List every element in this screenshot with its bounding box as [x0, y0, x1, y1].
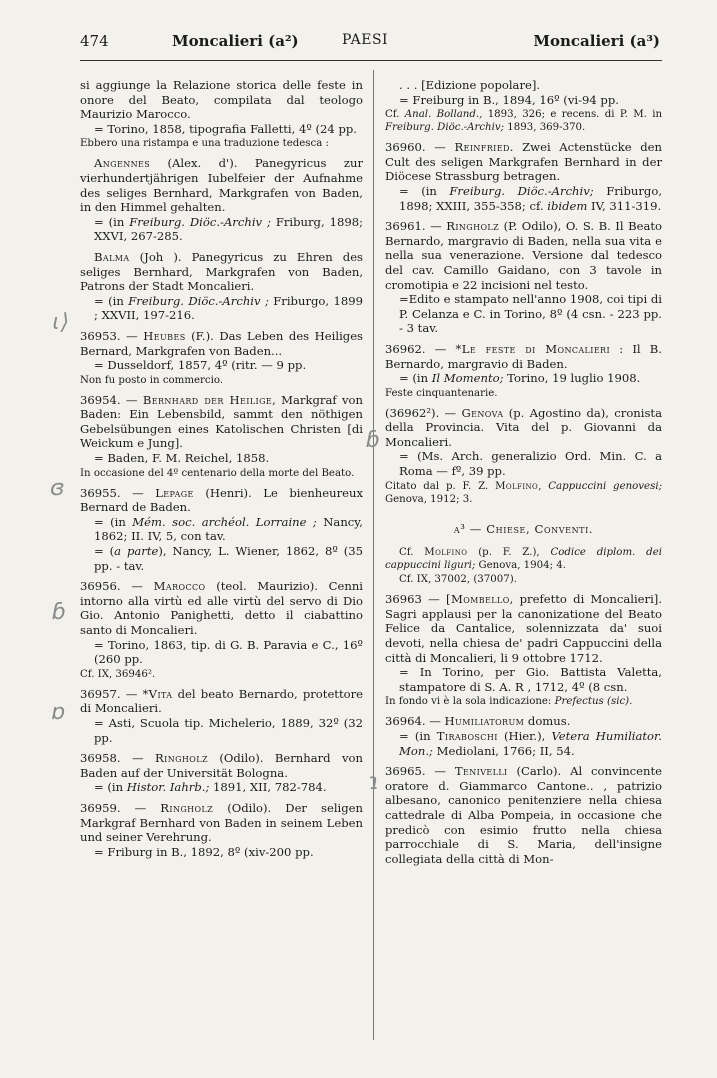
entry-note: Feste cinquantenarie. [385, 387, 498, 399]
bibliography-entry: 36953. — Heubes (F.). Das Leben des Heiliges Bernard, Markgrafen von Baden... = Dusseldorf, 1857, 4º (ritr. — 9 pp. Non fu posto in commercio. [80, 328, 364, 386]
entry-number: 36957. [80, 686, 121, 701]
entry-author: Bernhard der Heilige [142, 392, 273, 407]
imprint-author: Tiraboschi [436, 729, 498, 743]
entry-author: Lepage [155, 485, 194, 500]
right-column [385, 78, 662, 872]
note-text: 1893, 369-370. [504, 122, 586, 134]
entry-text: del beato Bernardo, protettore di Moncalieri. [80, 686, 364, 716]
entry-note: Cf. IX, 36946². [80, 668, 156, 680]
page-number: 474 [80, 32, 109, 50]
entry-text: . . . [Edizione popolare]. [399, 78, 541, 92]
entry-number: 36963 [385, 592, 422, 607]
bibliography-entry: 36954. — Bernhard der Heilige, Markgraf von Baden: Ein Lebensbild, sammt den nöthigen Gebelsübungen eines Katolischen Christen [di Weickum e Jung]. = Baden, F. M. Reichel, 1858. In occasione del 4º centenario della morte del Beato. [80, 392, 363, 479]
journal-title: Mém. soc. archéol. Lorraine ; [132, 514, 317, 529]
entry-author: Humiliatorum [444, 714, 525, 729]
imprint-prefix: = (in [94, 780, 127, 795]
imprint-italic: ibidem [547, 198, 588, 213]
bibliography-entry: 36955. — Lepage (Henri). Le bienheureux Bernard de Baden. = (in Mém. soc. archéol. Lorraine ; Nancy, 1862; II. IV, 5, con tav. = (a parte), Nancy, L. Wiener, 1862, 8º (35 pp. - tav. [80, 485, 363, 573]
handwritten-margin-mark: ɞ [50, 476, 65, 501]
running-title-center: PAESI [342, 32, 389, 48]
imprint-prefix: = (in [94, 214, 130, 229]
imprint-text: Friburgo, 1899 ; XXVII, 197-216. [94, 293, 363, 323]
note-prefix: Citato dal p. F. Z. [385, 480, 496, 492]
entry-text: si aggiunge la Relazione storica delle feste in onore del Beato, compilata dal teologo Maurizio Marocco. [80, 78, 363, 122]
entry-text: (Odilo). Der seligen Markgraf Bernhard von Baden in seinem Leben und seiner Verehrung. [80, 800, 363, 845]
entry-number: 36956. [80, 579, 121, 594]
handwritten-margin-mark: ɿ [368, 770, 380, 795]
entry-imprint: = Baden, F. M. Reichel, 1858. [94, 451, 270, 466]
bibliography-entry: 36957. — *Vita del beato Bernardo, protettore di Moncalieri. = Asti, Scuola tip. Michelerio, 1889, 32º (32 pp. [80, 686, 364, 745]
entry-number: 36962. [385, 341, 426, 356]
imprint-prefix: = (in [399, 371, 432, 386]
journal-title: Il Momento; [431, 371, 504, 386]
book-title: Vetera Humiliator. Mon.; [399, 729, 662, 758]
entry-text: (Odilo). Bernhard von Baden auf der Universität Bologna. [80, 751, 364, 780]
bibliography-entry: 36962. — *Le feste di Moncalieri : Il B. Bernardo, margravio di Baden. = (in Il Momento; Torino, 19 luglio 1908. Feste cinquantenarie. [385, 341, 662, 399]
entry-text: (Alex. d'). Panegyricus zur vierhundertjährigen Iubelfeier der Aufnahme des seliges Bernhard, Markgrafen von Baden, in den Himmel gehalten. [80, 156, 363, 215]
entry-number: 36961. [385, 219, 426, 234]
note-text: In fondo vi è la sola indicazione: [385, 696, 555, 708]
bibliography-entry: 36960. — Reinfried. Zwei Actenstücke den Cult des seligen Markgrafen Bernhard in der Diöcese Strassburg betragen. = (in Freiburg. Diöc.-Archiv; Friburgo, 1898; XXIII, 355-358; cf. ibidem IV, 311-319. [385, 140, 663, 213]
bibliography-entry [385, 546, 662, 586]
handwritten-margin-mark: ɒ [52, 700, 66, 725]
book-title: Cappuccini genovesi; [548, 480, 663, 492]
bibliography-entry [385, 78, 662, 134]
entry-author: [Mombello [446, 592, 510, 607]
bibliography-entry: 36959. — Ringholz (Odilo). Der seligen Markgraf Bernhard von Baden in seinem Leben und seiner Verehrung. = Friburg in B., 1892, 8º (xiv-200 pp. [80, 800, 363, 859]
running-title-right: Moncalieri (a³) [533, 32, 660, 50]
entry-number: 36958. [80, 751, 121, 766]
bibliography-entry [80, 78, 363, 150]
entry-text: : Il B. Bernardo, margravio di Baden. [385, 341, 662, 371]
entry-text: (Joh ). Panegyricus zu Ehren des seliges Bernhard, Markgrafen von Baden, Patrons der Stadt Moncalieri. [80, 249, 364, 294]
imprint-text: Torino, 19 luglio 1908. [503, 371, 641, 386]
entry-text: (teol. Maurizio). Cenni intorno alla virtù ed alle virtù del servo di Dio Gio. Antonio Panighetti, detto il ciabattino santo di Moncalieri. [80, 579, 364, 637]
entry-author: Angennes [94, 156, 151, 171]
note-text: 1893, 326; e recens. di P. M. in [482, 109, 663, 121]
imprint-text: (Hier.), [497, 729, 552, 743]
entry-text: (Henri). Le bienheureux Bernard de Baden. [80, 485, 363, 515]
page-header [80, 32, 660, 58]
entry-imprint: = Dusseldorf, 1857, 4º (ritr. — 9 pp. [94, 358, 307, 373]
column-divider [373, 70, 374, 1040]
bibliography-entry: 36958. — Ringholz (Odilo). Bernhard von Baden auf der Universität Bologna. = (in Histor. Iahrb.; 1891, XII, 782-784. [80, 751, 364, 795]
header-rule [80, 60, 662, 61]
journal-title: Freiburg. Diöc.-Archiv; [385, 122, 505, 134]
entry-number: 36954. [80, 392, 121, 407]
entry-text: domus. [527, 714, 571, 729]
note-italic: Prefectus (sic). [554, 696, 633, 708]
note-text: Genova, 1904; 4. [475, 560, 567, 572]
bibliography-entry: 36963 — [Mombello, prefetto di Moncalieri]. Sagri applausi per la canonizatione del Beato Felice da Cantalice, solennizzata da' suoi devoti, nella chiesa de' padri Cappuccini della città di Moncalieri, li 9 ottobre 1712. = In Torino, per Gio. Battista Valetta, stampatore di S. A. R , 1712, 4º (8 csn. In fondo vi è la sola indicazione: Prefectus (sic). [385, 592, 663, 708]
bibliography-entry: 36965. — Tenivelli (Carlo). Al convincente oratore d. Giammarco Cantone.. , patrizio albesano, canonico penitenziere nella chiesa cattedrale di Alba Pompeia, in occasione che predicò con esimio frutto nella chiesa parrocchiale di S. Maria, dell'insigne collegiata della città di Mon- [385, 764, 663, 866]
entry-author: *Vita [142, 686, 173, 701]
note-text: , [538, 480, 549, 492]
entry-number: 36964. [385, 714, 426, 729]
note-prefix: Cf. [385, 109, 405, 121]
imprint-prefix: = (in [94, 514, 133, 529]
cross-reference: Cf. IX, 37002, (37007). [399, 574, 517, 586]
entry-author: Marocco [153, 579, 206, 594]
entry-note: In occasione del 4º centenario della morte del Beato. [80, 467, 355, 479]
entry-author: Heubes [143, 328, 186, 343]
bibliography-entry: 36956. — Marocco (teol. Maurizio). Cenni intorno alla virtù ed alle virtù del servo di Dio Gio. Antonio Panighetti, detto il ciabattino santo di Moncalieri. = Torino, 1863, tip. di G. B. Paravia e C., 16º (260 pp. Cf. IX, 36946². [80, 579, 364, 680]
journal-title: Freiburg. Diöc.-Archiv ; [128, 293, 269, 308]
entry-author: Tenivelli [454, 764, 508, 779]
imprint-text: ), Nancy, L. Wiener, 1862, 8º (35 pp. - tav. [94, 544, 363, 573]
imprint-text: 1891, XII, 782-784. [209, 780, 327, 795]
note-text: (p. F. Z.), [467, 547, 551, 559]
journal-title: Freiburg. Diöc.-Archiv ; [129, 214, 271, 229]
bibliography-entry [80, 250, 363, 323]
entry-note: Non fu posto in commercio. [80, 374, 224, 386]
entry-imprint: = Torino, 1858, tipografia Falletti, 4º (24 pp. [94, 121, 357, 136]
entry-author: Ringholz [446, 219, 500, 234]
entry-text: , prefetto di Moncalieri]. Sagri applausi per la canonizatione del Beato Felice da Cantalice, solennizzata da' suoi devoti, nella chiesa de' padri Cappuccini della città di Moncalieri, li 9 ottobre 1712. [385, 592, 663, 665]
entry-text: (F.). Das Leben des Heiliges Bernard, Markgrafen von Baden... [80, 328, 364, 358]
entry-author: *Le feste di Moncalieri [455, 341, 611, 356]
entry-text: , Markgraf von Baden: Ein Lebensbild, sammt den nöthigen Gebelsübungen eines Katolischen Christen [di Weickum e Jung]. [80, 392, 363, 451]
imprint-text: Nancy, 1862; II. IV, 5, con tav. [94, 514, 363, 544]
entry-imprint: =Edito e stampato nell'anno 1908, coi tipi di P. Celanza e C. in Torino, 8º (4 csn. - 223 pp. - 3 tav. [399, 292, 662, 336]
entry-author: Genova [461, 405, 504, 420]
imprint-text: IV, 311-319. [587, 198, 662, 213]
entry-author: Ringholz [155, 751, 208, 766]
entry-imprint: = Freiburg in B., 1894, 16º (vi-94 pp. [399, 92, 619, 107]
section-heading: a³ — Chiese, Conventi. [453, 521, 594, 536]
entry-text: . Zwei Actenstücke den Cult des seligen Markgrafen Bernhard in der Diöcese Strassburg betragen. [385, 140, 662, 184]
journal-title: Histor. Iahrb.; [126, 780, 210, 795]
entry-imprint: = (Ms. Arch. generalizio Ord. Min. C. a Roma — fº, 39 pp. [399, 449, 662, 479]
entry-author: Reinfried [454, 140, 510, 155]
entry-imprint: = In Torino, per Gio. Battista Valetta, stampatore di S. A. R , 1712, 4º (8 csn. [399, 665, 662, 694]
entry-imprint: = Asti, Scuola tip. Michelerio, 1889, 32º (32 pp. [94, 715, 363, 745]
entry-imprint: = Friburg in B., 1892, 8º (xiv-200 pp. [94, 844, 314, 859]
imprint-prefix: = (in [399, 183, 450, 198]
imprint-prefix: = ( [94, 544, 115, 559]
entry-text: (P. Odilo), O. S. B. Il Beato Bernardo, margravio di Baden, nella sua vita e nella sua venerazione. Versione dal tedesco del cav. Camillo Gaidano, con 3 tavole in cromotipia e 22 incisioni nel testo. [385, 219, 663, 292]
handwritten-margin-mark: ɓ [52, 600, 66, 625]
entry-number: 36960. [385, 140, 426, 155]
entry-number: 36953. [80, 328, 121, 343]
bibliography-entry: 36964. — Humiliatorum domus. = (in Tiraboschi (Hier.), Vetera Humiliator. Mon.; Mediolani, 1766; II, 54. [385, 714, 662, 758]
left-column [80, 78, 363, 865]
note-author: Molfino [424, 547, 468, 559]
note-text: Genova, 1912; 3. [385, 493, 473, 505]
bibliography-entry [80, 156, 363, 244]
bibliography-entry: 36961. — Ringholz (P. Odilo), O. S. B. Il Beato Bernardo, margravio di Baden, nella sua vita e nella sua venerazione. Versione dal tedesco del cav. Camillo Gaidano, con 3 tavole in cromotipia e 22 incisioni nel testo. =Edito e stampato nell'anno 1908, coi tipi di P. Celanza e C. in Torino, 8º (4 csn. - 223 pp. - 3 tav. [385, 219, 663, 336]
imprint-text: Friburgo, 1898; XXIII, 355-358; cf. [399, 183, 663, 213]
entry-author: Balma [94, 249, 130, 264]
entry-number: (36962²). [385, 405, 440, 420]
imprint-text: Mediolani, 1766; II, 54. [432, 743, 575, 758]
entry-imprint: = Torino, 1863, tip. di G. B. Paravia e C., 16º (260 pp. [94, 637, 363, 667]
entry-number: 36965. [385, 764, 426, 779]
entry-text: (Carlo). Al convincente oratore d. Giammarco Cantone.. , patrizio albesano, canonico penitenziere nella chiesa cattedrale di Alba Pompeia, in occasione che predicò con esimio frutto nella chiesa parrocchiale di S. Maria, dell'insigne collegiata della città di Mon- [385, 764, 663, 866]
entry-number: 36955. [80, 485, 121, 500]
journal-title: Freiburg. Diöc.-Archiv; [449, 183, 594, 198]
bibliography-entry: (36962²). — Genova (p. Agostino da), cronista della Provincia. Vita del p. Giovanni da Moncalieri. = (Ms. Arch. generalizio Ord. Min. C. a Roma — fº, 39 pp. Citato dal p. F. Z. Molfino, Cappuccini genovesi; Genova, 1912; 3. [385, 405, 663, 505]
entry-text: (p. Agostino da), cronista della Provincia. Vita del p. Giovanni da Moncalieri. [385, 405, 662, 449]
imprint-italic: a parte [114, 544, 159, 559]
handwritten-margin-mark: ɓ [366, 428, 380, 453]
imprint-prefix: = (in [399, 729, 437, 743]
imprint-text: Friburg, 1898; XXVI, 267-285. [94, 214, 363, 244]
note-prefix: Cf. [399, 547, 425, 559]
entry-number: 36959. [80, 800, 121, 815]
journal-title: Anal. Bolland., [404, 109, 483, 121]
imprint-prefix: = (in [94, 293, 129, 308]
entry-author: Ringholz [160, 800, 214, 815]
entry-note: Ebbero una ristampa e una traduzione tedesca : [80, 138, 329, 150]
book-title: Codice diplom. dei cappuccini liguri; [385, 547, 662, 572]
handwritten-margin-mark: ɩ⟩ [52, 310, 70, 335]
note-author: Molfino [495, 480, 539, 492]
running-title-left: Moncalieri (a²) [172, 32, 299, 50]
